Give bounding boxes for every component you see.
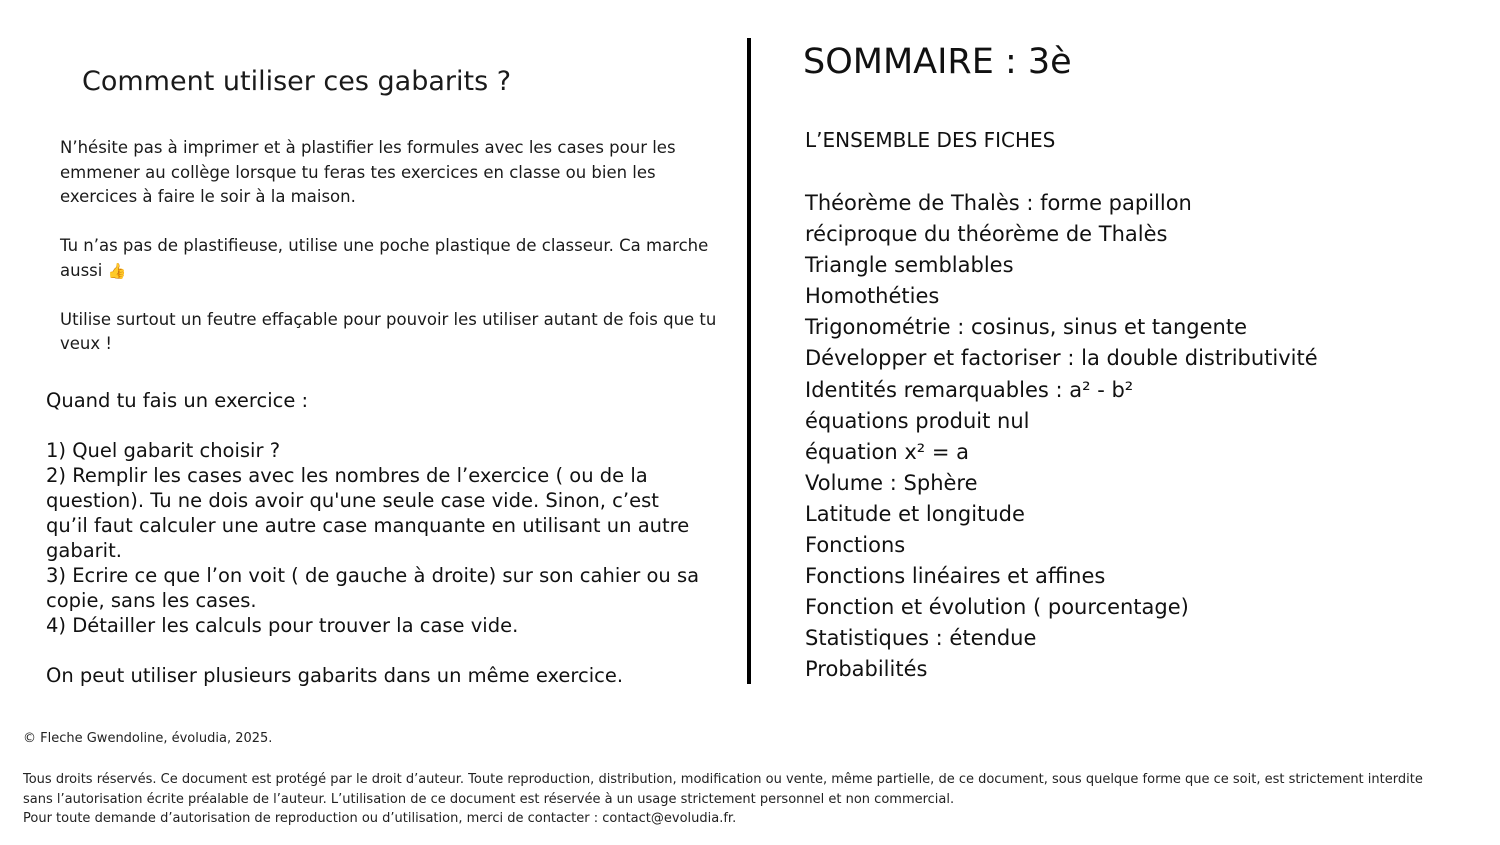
fiche-item: équation x² = a — [805, 439, 969, 464]
fiche-item: Volume : Sphère — [805, 470, 978, 495]
intro-paragraph-print: N’hésite pas à imprimer et à plastifier les formules avec les cases pour les emmener au collège lorsque tu feras tes exercices en classe ou bien les exercices à faire le soir à la maison. — [60, 138, 676, 206]
exercise-heading: Quand tu fais un exercice : — [46, 389, 309, 412]
exercise-step-3: 3) Ecrire ce que l’on voit ( de gauche à droite) sur son cahier ou sa copie, sans les cases. — [46, 564, 700, 612]
fiche-item: Théorème de Thalès : forme papillon — [805, 191, 1192, 215]
fiche-item: Latitude et longitude — [805, 501, 1025, 526]
fiche-item: Fonction et évolution ( pourcentage) — [805, 595, 1189, 620]
fiche-list — [805, 188, 1318, 686]
fiche-item: réciproque du théorème de Thalès — [805, 222, 1168, 247]
fiche-item: Identités remarquables : a² - b² — [805, 377, 1134, 402]
intro-text-block — [60, 136, 720, 381]
exercise-step-2: 2) Remplir les cases avec les nombres de l’exercice ( ou de la question). Tu ne dois avoir qu'une seule case vide. Sinon, c’est qu’il faut calculer une autre case manquante en utilisant un autre gabarit. — [46, 464, 690, 562]
fiche-item: Triangle semblables — [805, 253, 1014, 278]
intro-paragraph-marker: Utilise surtout un feutre effaçable pour pouvoir les utiliser autant de fois que tu veux ! — [60, 309, 717, 353]
fiche-item: Homothéties — [805, 284, 940, 309]
summary-subtitle: L’ENSEMBLE DES FICHES — [805, 128, 1056, 152]
usage-title: Comment utiliser ces gabarits ? — [82, 66, 512, 97]
legal-contact-text: Pour toute demande d’autorisation de reproduction ou d’utilisation, merci de contacter : contact@evoludia.fr. — [23, 811, 737, 826]
legal-notice — [23, 770, 1443, 829]
legal-rights-text: Tous droits réservés. Ce document est protégé par le droit d’auteur. Toute reproduction, distribution, modification ou vente, même partielle, de ce document, sous quelque forme que ce soit, est strictement interdite sans l’autorisation écrite préalable de l’auteur. L’utilisation de ce document est réservée à un usage strictement personnel et non commercial. — [23, 772, 1423, 807]
fiche-item: équations produit nul — [805, 408, 1030, 433]
fiche-item: Probabilités — [805, 657, 928, 682]
exercise-step-1: 1) Quel gabarit choisir ? — [46, 439, 281, 462]
fiche-item: Développer et factoriser : la double distributivité — [805, 346, 1318, 371]
exercise-instructions — [46, 388, 706, 688]
thumbs-up-icon: 👍 — [107, 261, 127, 280]
summary-title: SOMMAIRE : 3è — [803, 42, 1072, 82]
fiche-item: Statistiques : étendue — [805, 626, 1037, 651]
column-divider — [747, 38, 751, 684]
exercise-step-4: 4) Détailler les calculs pour trouver la case vide. — [46, 614, 519, 637]
intro-pocket-text: Tu n’as pas de plastifieuse, utilise une poche plastique de classeur. Ca marche aussi — [60, 236, 709, 280]
intro-paragraph-pocket — [60, 234, 720, 283]
exercise-closing-note: On peut utiliser plusieurs gabarits dans un même exercice. — [46, 664, 624, 687]
fiche-item: Fonctions linéaires et affines — [805, 564, 1106, 589]
copyright-notice: © Fleche Gwendoline, évoludia, 2025. — [23, 731, 273, 746]
fiche-item: Trigonométrie : cosinus, sinus et tangente — [805, 315, 1248, 340]
fiche-item: Fonctions — [805, 533, 906, 558]
